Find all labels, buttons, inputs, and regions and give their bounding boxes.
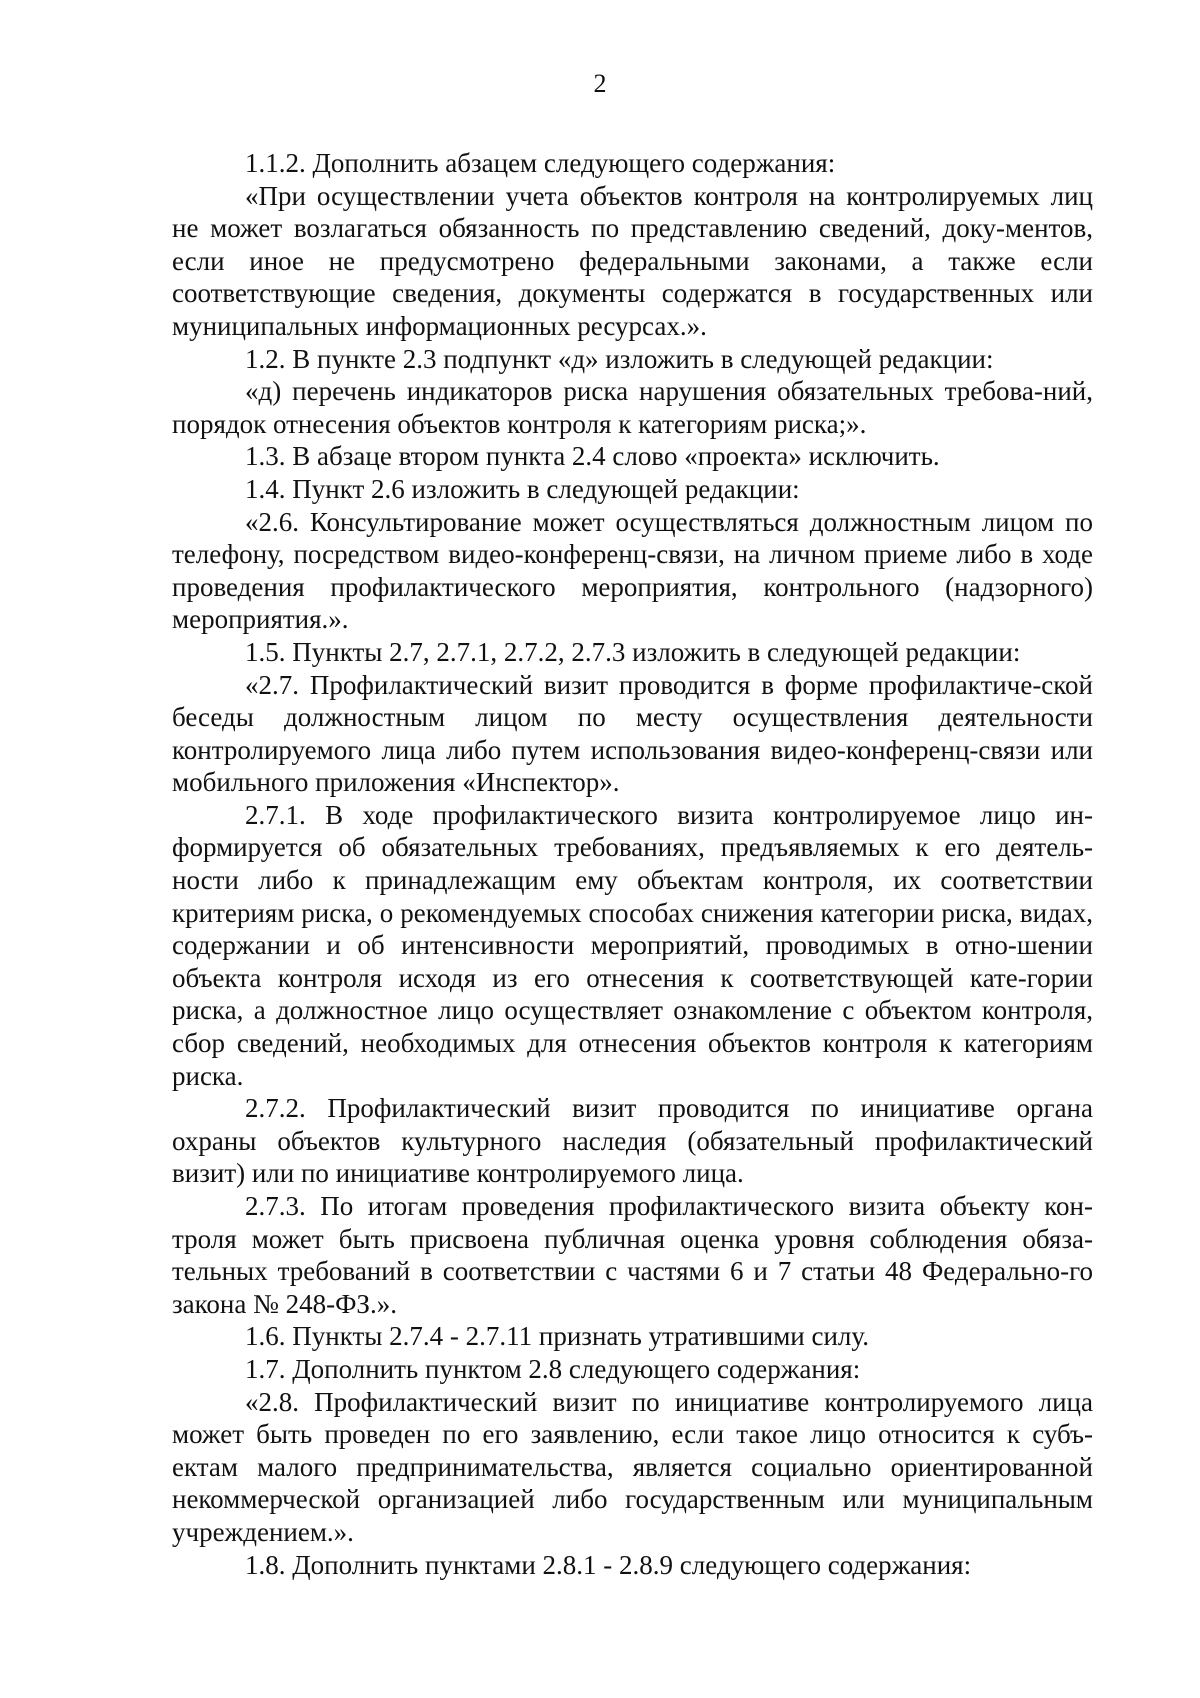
paragraph: «2.7. Профилактический визит проводится в форме профилактиче-ской беседы должностным лицом по месту осуществления деятельности контролируемого лица либо путем использования видео-конференц-связи или мобильного приложения «Инспектор». <box>172 669 1093 798</box>
paragraph: 1.3. В абзаце втором пункта 2.4 слово «проекта» исключить. <box>245 441 940 472</box>
paragraph: 1.5. Пункты 2.7, 2.7.1, 2.7.2, 2.7.3 изложить в следующей редакции: <box>245 636 1021 667</box>
paragraph: «2.6. Консультирование может осуществляться должностным лицом по телефону, посредством видео-конференц-связи, на личном приеме либо в ходе проведения профилактического мероприятия, контрольного (надзорного) мероприятия.». <box>172 506 1093 635</box>
paragraph: «д) перечень индикаторов риска нарушения обязательных требова-ний, порядок отнесения объектов контроля к категориям риска;». <box>172 376 1093 439</box>
paragraph: 2.7.2. Профилактический визит проводится по инициативе органа охраны объектов культурного наследия (обязательный профилактический визит) или по инициативе контролируемого лица. <box>172 1093 1093 1189</box>
paragraph: «2.8. Профилактический визит по инициативе контролируемого лица может быть проведен по его заявлению, если такое лицо относится к субъ-ектам малого предпринимательства, является социально ориентированной некоммерческой организацией либо государственным или муниципальным учреждением.». <box>172 1386 1093 1547</box>
paragraph: «При осуществлении учета объектов контроля на контролируемых лиц не может возлагаться обязанность по представлению сведений, доку-ментов, если иное не предусмотрено федеральными законами, а также если соответствующие сведения, документы содержатся в государственных или муниципальных информационных ресурсах.». <box>172 180 1093 341</box>
paragraph: 1.4. Пункт 2.6 изложить в следующей редакции: <box>245 473 800 504</box>
paragraph: 1.6. Пункты 2.7.4 - 2.7.11 признать утратившими силу. <box>245 1321 869 1352</box>
document-body <box>172 147 1093 1581</box>
paragraph: 2.7.3. По итогам проведения профилактического визита объекту кон-троля может быть присвоена публичная оценка уровня соблюдения обяза-тельных требований в соответствии с частями 6 и 7 статьи 48 Федерально-го закона № 248-ФЗ.». <box>172 1191 1093 1319</box>
paragraph: 1.7. Дополнить пунктом 2.8 следующего содержания: <box>245 1353 861 1384</box>
paragraph: 2.7.1. В ходе профилактического визита контролируемое лицо ин-формируется об обязательных требованиях, предъявляемых к его деятель-ности либо к принадлежащим ему объектам контроля, их соответствии критериям риска, о рекомендуемых способах снижения категории риска, видах, содержании и об интенсивности мероприятий, проводимых в отно-шении объекта контроля исходя из его отнесения к соответствующей кате-гории риска, а должностное лицо осуществляет ознакомление с объектом контроля, сбор сведений, необходимых для отнесения объектов контроля к категориям риска. <box>172 799 1093 1091</box>
paragraph: 1.2. В пункте 2.3 подпункт «д» изложить в следующей редакции: <box>245 343 994 374</box>
paragraph: 1.8. Дополнить пунктами 2.8.1 - 2.8.9 следующего содержания: <box>245 1549 972 1580</box>
page-number: 2 <box>593 69 607 98</box>
paragraph: 1.1.2. Дополнить абзацем следующего содержания: <box>245 148 836 178</box>
